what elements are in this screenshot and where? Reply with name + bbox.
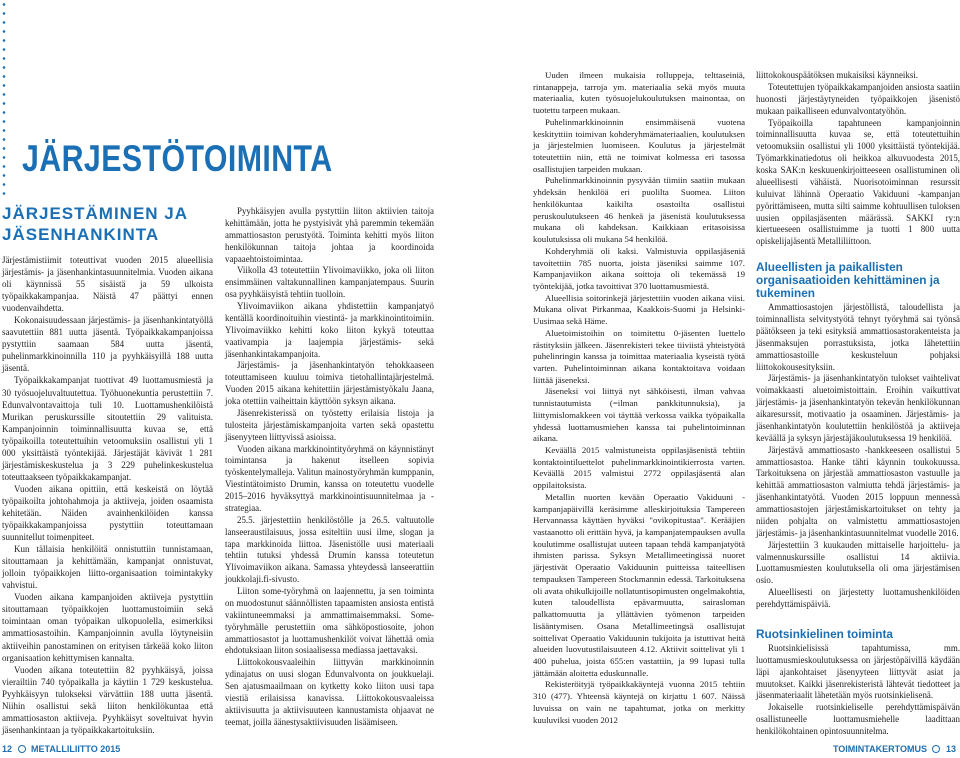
paragraph: Työpaikoilla tapahtuneen kampanjoinnin toiminnallisuutta kuvaa se, että toteutettuihin vetoomuksiin osallistui yli 1000 yksittäistä työntekijää. Työmarkkinatiedotus oli heikkoa alkuvuodesta 2015, koska SAK:n keskuuenkirjoitteeseen osallistuminen oli alueellisesti vähäistä. Nuorisotoiminnan resurssit kuluivat lähinnä Operaatio Vakiduuni -kampanjan pyörittämiseen, mutta silti saimme kohtuullisen tuloksen uusien oppilasjäsenten määrässä. SAKKI ry:n kiertueeseen osallistuimme ja tuotti 1 800 uutta opiskelijajäsentä Metalliliittoon. bbox=[756, 117, 960, 247]
column-2 bbox=[225, 206, 434, 729]
paragraph: Vuoden aikana kampanjoiden aktiiveja pystyttiin sitouttamaan työpaikkojen luottamustoimiin sekä toimintaan oman työpaikan ulkopuolella, esimerkiksi ammattiosastoihin. Kampanjoinnin avulla löytyneisiin aktiiveihin panostaminen on erityisen tärkeää koko liiton organisaation kehittymisen kannalta. bbox=[2, 592, 213, 663]
paragraph: Jäseneksi voi liittyä nyt sähköisesti, ilman vahvaa tunnistautumista (=ilman pankkitunnuksia), ja liittymislomakkeen voi täyttää verkossa vaikka työpaikalla yhdessä luottamusmiehen kanssa tai puhelintoiminnan aikana. bbox=[533, 386, 745, 444]
section-heading bbox=[2, 203, 213, 245]
column-1 bbox=[2, 203, 213, 736]
paragraph: Metallin nuorten kevään Operaatio Vakiduuni -kampanjapäivillä keräsimme alleskirjoituksia Tampereen Hervannassa käyttäen hyväksi "ovikopitustaa". Kerääjien vastaanotto oli erittäin hyvä, ja kampanjatempauksen avulla koulutimme osallistujat uuteen tapaan tehdä kampanjatyötä ihmisten parissa. Syksyn Metallimeetingissä nuoret järjestivät Operaatio Vakiduunin puitteissa taiteellisen tempauksen Tampereen Stockmannin edessä. Tarkoituksena oli avata ohikulkijoille nollatuntisopimusten ongelmakohtia, kuten taloudellista epävarmuutta, sairasloman palkattomuutta ja yllättävien työmenon tarpeiden lisääntymisen. Osana Metallimeetingsä osallistujat soittelivat Operaatio Vakiduunin tukijoita ja istuttivat heitä alueiden luovutustilaisuuteen 4.12. Aktiivit soittelivat yli 1 400 puhelua, joista 655:en vastattiin, ja 99 lupasi tulla jättämään aloitetta eduskunnalle. bbox=[533, 491, 745, 678]
page-title: JÄRJESTÖTOIMINTA bbox=[22, 138, 333, 179]
footer-left bbox=[2, 744, 120, 754]
paragraph: Liittokokousvaaleihin liittyvän markkinoinnin ydinajatus on uusi slogan Edunvalvonta on joukkuelaji. Sen ajatusmaailmaan on kytketty koko liiton uusi tapa viestiä erilaisissa kanavissa. Liittokokousvaaleissa aktiivisuutta ja aktiivisuuteen kannustamista ohjaavat ne teemat, joilla äänestysaktiivisuuden lisäämiseen. bbox=[225, 657, 434, 727]
paragraph: Kun tällaisia henkilöitä onnistuttiin tunnistamaan, sitouttamaan ja kehittämään, kampanjat onnistuvat, jolloin työpaikkojen liitto-organisaation toimintakyky vahvistui. bbox=[2, 544, 213, 591]
paragraph: Kohderyhmiä oli kaksi. Valmistuvia oppilasjäseniä tavoitettiin 785 nuorta, joista jäseniksi saimme 107. Kampanjaviikon aikana soittoja oli tekemässä 19 työntekijää, jotka tavoittivat 370 luottamusmiestä. bbox=[533, 245, 745, 291]
paragraph: Alueellisia soitorinkejä järjestettiin vuoden aikana viisi. Mukana olivat Pirkanmaa, Kaakkois-Suomi ja Helsinki-Uusimaa sekä Häme. bbox=[533, 292, 745, 327]
paragraph: Vuoden aikana opittiin, että keskeistä on löytää työpaikoilta johtohahmoja ja aktiiveja, joiden osaamista kehitetään. Näiden avainhenkilöiden kanssa työpaikkakampanjoissa pystyttiin toteuttamaan suunnitellut toimenpiteet. bbox=[2, 483, 213, 543]
paragraph: Jäsenrekisterissä on työstetty erilaisia listoja ja tulosteita järjestämiskampanjoita varten sekä opastettu jäsenyyteen liittyvissä asioissa. bbox=[225, 407, 434, 442]
footer-label-right: TOIMINTAKERTOMUS bbox=[832, 744, 927, 754]
paragraph: Järjestämistiimit toteuttivat vuoden 2015 alueellisia järjestämis- ja jäsenhankintasuunnitelmia. Vuoden aikana oli käynnissä 55 sisäistä ja 59 ulkoista työpaikkakampanjaa. Näistä 47 päättyi ennen vuodenvaihdetta. bbox=[2, 255, 213, 314]
paragraph: 25.5. järjestettiin henkilöstölle ja 26.5. valtuutolle lanseeraustilaisuus, jossa esiteltiin uusi ilme, slogan ja tapa markkinoida liittoa. Jäsenistölle uusi materiaali tehtiin tutuksi yhdessä Drumin kanssa toteutetun Ylivoimaviikon aikana. Samassa yhteydessä lanseerattiin joukkolaji.fi-sivusto. bbox=[225, 514, 434, 585]
dot-border-decoration bbox=[2, 0, 6, 200]
paragraph: Ruotsinkielisissä tapahtumissa, mm. luottamusmieskoulutuksessa on järjestöpäivillä käydään läpi ajankohtaiset jäsenyyteen liittyvät asiat ja muutokset. Kaikki jäsenrekisteristä lähtevät tiedotteet ja jäsenmateriaalit lähetetään myös ruotsinkielisenä. bbox=[756, 642, 960, 701]
paragraph: Liiton some-työryhmä on laajennettu, ja sen toiminta on muodostunut säännöllisten tapaamisten ansiosta entistä vakiintuneemmaksi ja ammattimaisemmaksi. Some-työryhmälle perustettiin oma sähköpostiosoite, johon ammattiosastot ja luottamushenkilöt voivat lähettää omia ehdotuksiaan liiton sosiaalisessa mediassa jaettavaksi. bbox=[225, 586, 434, 656]
footer-label-left: METALLILIITTO 2015 bbox=[31, 744, 121, 754]
page-number-left: 12 bbox=[2, 744, 13, 754]
paragraph: Keväällä 2015 valmistuneista oppilasjäsenistä tehtiin kontaktointiluettelot puhelinmarkkinointikierrosta varten. Keväällä 2015 valmistui 2772 oppilasjäsentä alan oppilaitoksista. bbox=[533, 445, 745, 491]
paragraph: Puhelinmarkkinoinnin pysyvään tiimiin saatiin mukaan yhdeksän henkilöä eri puolilta Suomea. Liiton henkilökuntaa kaikilta osastoilta osallistui peruskoulutukseen 46 henkeä ja jäsenistä koulutuksessa mukana oli kahdeksan. Kaikkiaan eritasoisissa koulutuksissa oli mukana 54 henkilöä. bbox=[533, 175, 745, 245]
paragraph: Työpaikkakampanjat tuottivat 49 luottamusmiestä ja 30 työsuojeluvaltuutettua. Työhuonekuntia perustettiin 7. Edunvalvontavaittoja tuli 10. Luottamushenkilöistä Murikan peruskurssille sitoutettiin 29 valituista. Kampanjoinnin toiminnallisuutta kuvaa se, että työpaikoilla toteutettuihin vetoomuksiin osallistui yli 1 000 yksittäistä työntekijää. Järjestäjät kävivät 1 281 järjestämiskeskustelua ja 3 229 puhelinkeskustelua toteuttaakseen työpaikkakampanjat. bbox=[2, 375, 213, 482]
page-number-right: 13 bbox=[945, 744, 956, 754]
paragraph: Ammattiosastojen järjestöllistä, taloudellista ja toiminnallista selvitystyötä tehnyt työryhmä sai työnsä päätökseen ja teki esityksiä ammattiosastorakenteista ja jäsenmaksujen porrastuksista, jotka lähetettiin ammattiosastoille keskusteluun pohjaksi liittokokousesityksiin. bbox=[756, 302, 960, 372]
footer-right bbox=[833, 744, 956, 754]
section-heading-line1: JÄRJESTÄMINEN JA bbox=[2, 204, 189, 223]
paragraph: Järjestämis- ja jäsenhankintatyön tehokkaaseen toteuttamiseen kuuluu toimiva tietohallintajärjestelmä. Vuoden 2015 aikana kehitettiin järjestämistyökalu Jaana, joka otettiin vaiheittain käyttöön syksyn aikana. bbox=[225, 360, 434, 406]
paragraph: Puhelinmarkkinoinnin ensimmäisenä vuotena keskityttiin toimivan kohderyhmämateriaalien, koulutuksen ja järjestelmien luomiseen. Koulutus ja järjestelmät toteutettiin niin, että ne toimivat kolmessa eri tasossa osallistujien tarpeiden mukaan. bbox=[533, 116, 745, 174]
paragraph: Järjestävä ammattiosasto -hankkeeseen osallistui 5 ammattiosastoa. Hanke tähti käynnin toukokuussa. Tarkoituksena on järjestää ammattiosaston vastuulle ja kehittää ammattiosaston valmiutta tehdä järjestämis- ja jäsenhankintatyötä. Vuoden 2015 loppuun mennessä ammattiosastojen järjestämiskartoitukset on tehty ja niiden pohjalta on valmistettu ammattiosastojen järjestämis- ja jäsenhankintasuunnitelmat vuodelle 2016. bbox=[756, 444, 960, 538]
column-4 bbox=[756, 70, 960, 738]
paragraph: Pyyhkäisyjen avulla pystyttiin liiton aktiivien taitoja kehittämään, jotta he pystyisivät yhä paremmin tekemään ammattiosaston perustyötä. Toiminta kehitti myös liiton henkilökunnan taitoja johtaa ja koordinoida vapaaehtoistoimintaa. bbox=[225, 206, 434, 264]
paragraph: Järjestettiin 3 kuukauden mittaiselle harjoittelu- ja valmennuskurssille osallistui 14 aktiivia. Luottamusmiesten koulutuksella oli oma järjestämisen osio. bbox=[756, 539, 960, 586]
subheading-regional-organizations: Alueellisten ja paikallisten organisaatioiden kehittäminen ja tukeminen bbox=[756, 260, 940, 301]
subheading-swedish-activities: Ruotsinkielinen toiminta bbox=[756, 626, 893, 641]
section-heading-line2: JÄSENHANKINTA bbox=[2, 225, 160, 244]
column-3 bbox=[533, 70, 745, 726]
paragraph: Vuoden aikana markkinointityöryhmä on käynnistänyt toimintansa ja hakenut itselleen sopivia työskentelymalleja. Valitun mainostyöryhmän kumppanin, Viestintätoimisto Drumin, kanssa on toteutettu vuodelle 2015–2016 hyväksyttyä markkinointisuunnitelmaa ja -strategiaa. bbox=[225, 443, 434, 513]
paragraph: Vuoden aikana toteutettiin 82 pyyhkäisyä, joissa vierailtiin 740 työpaikalla ja käytiin 1 729 keskustelua. Pyyhkäisyyn tulokseksi värvättiin 188 uutta jäsentä. Niihin osallistui sekä liiton henkilökuntaa että ammattiosaston aktiiveja. Pyyhkäisyt soveltuivat hyvin jäsenhankintaan ja työpaikkakartoituksiin. bbox=[2, 664, 213, 735]
paragraph: Alueellisesti on järjestetty luottamushenkilöiden perehdyttämispäiviä. bbox=[756, 587, 960, 609]
paragraph: Aluetoimistoihin on toimitettu 0-jäsenten luettelo rästityksiin jälkeen. Jäsenrekisteri tekee tiiviistä yhteistyötä puhelinringin kanssa ja toimittaa materiaalia kyseistä työtä varten. Puhelintoiminnan aikana kontaktoitava voidaan liittää jäseneksi. bbox=[533, 327, 745, 385]
paragraph: Järjestämis- ja jäsenhankintatyön tulokset vaihtelivat voimakkaasti aluetoimistoittain. Eroihin vaikuttivat järjestämis- ja jäsenhankintatyön tekevän henkilökunnan aikaresurssit, motivaatio ja osaaminen. Järjestämis- ja jäsenhankintatyön koulutettiin henkilöstöä ja aktiiveja keväällä ja syksyn järjestäjäkoulutuksessa 19 henkilöä. bbox=[756, 373, 960, 443]
circle-separator-icon bbox=[932, 745, 940, 753]
circle-separator-icon bbox=[18, 745, 26, 753]
paragraph: Kokonaisuudessaan järjestämis- ja jäsenhankintatyöllä saavutettiin 881 uutta jäsentä. Työpaikkakampanjoissa pystyttiin saamaan 584 uutta jäsentä, puhelinmarkkinoinnilla 110 ja pyyhkäisyillä 188 uutta jäsentä. bbox=[2, 315, 213, 374]
paragraph: Rekisteröityjä työpaikkakäyntejä vuonna 2015 tehtiin 310 (477). Yhteensä käyntejä on kirjattu 1 607. Näissä luvuissa on vain ne tapahtumat, jotka on merkitty kuuluviksi vuoden 2012 bbox=[533, 679, 745, 725]
paragraph: liittokokouspäätöksen mukaisiksi käynneiksi. bbox=[756, 70, 919, 80]
paragraph: Jokaiselle ruotsinkieliselle perehdyttämispäivän osallistuneelle luottamusmiehelle laadittaan henkilökohtainen opintosuunnitelma. bbox=[756, 702, 960, 736]
paragraph: Ylivoimaviikon aikana yhdistettiin kampanjatyö kentällä koordinoituihin viestintä- ja markkinointitoimiin. Ylivoimaviikko kehitti koko liiton kykyä toteuttaa vaativampia ja laajempia järjestämis- sekä jäsenhankintakampanjoita. bbox=[225, 301, 434, 359]
paragraph: Toteutettujen työpaikkakampanjoiden ansiosta saatiin huonosti järjestäytyneiden työpaikkojen jäsenistö mukaan paikalliseen edunvalvontatyöhön. bbox=[756, 81, 960, 116]
paragraph: Viikolla 43 toteutettiin Ylivoimaviikko, joka oli liiton ensimmäinen valtakunnallinen kampanjatempaus. Suurin osa pyyhkäisyistä tehtiin tuolloin. bbox=[225, 265, 434, 300]
paragraph: Uuden ilmeen mukaisia rolluppeja, telttaseiniä, rintanappeja, tarroja ym. materiaalia sekä myös muuta materiaalia, kuten työsuojelukoulutuksen mainontaa, on tuotettu tarpeen mukaan. bbox=[533, 70, 745, 116]
